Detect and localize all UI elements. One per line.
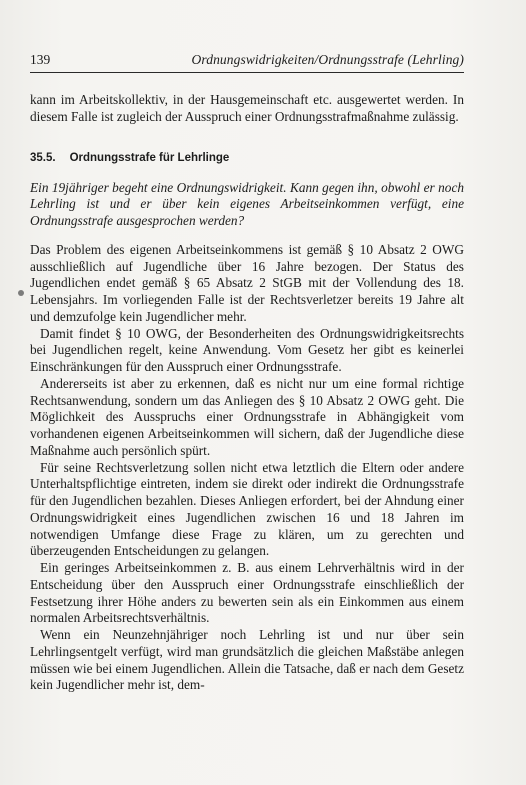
section-title: Ordnungsstrafe für Lehrlinge (69, 151, 230, 164)
page-number: 139 (30, 52, 51, 67)
page-header (30, 51, 464, 69)
header-rule (30, 72, 464, 73)
paragraph: Das Problem des eigenen Arbeitseinkommens ist gemäß § 10 Absatz 2 OWG ausschließlich auf Jugendliche über 16 Jahre bezogen. Der Status des Jugendlichen endet gemäß § 65 Absatz 2 StGB mit der Vollendung des 18. Lebensjahrs. Im vorliegenden Falle ist der Rechtsverletzer bereits 19 Jahre alt und demzufolge kein Jugendlicher mehr. (30, 241, 464, 324)
question-paragraph: Ein 19jähriger begeht eine Ordnungswidrigkeit. Kann gegen ihn, obwohl er noch Lehrling ist und er über kein eigenes Arbeitseinkommen verfügt, eine Ordnungsstrafe ausgesprochen werden? (30, 179, 464, 228)
paragraph: Damit findet § 10 OWG, der Besonderheiten des Ordnungswidrigkeitsrechts bei Jugendlichen regelt, keine Anwendung. Vom Gesetz her gibt es keinerlei Einschränkungen für den Ausspruch einer Ordnungsstrafe. (30, 325, 464, 374)
continuation-paragraph: kann im Arbeitskollektiv, in der Hausgemeinschaft etc. ausgewertet werden. In diesem Falle ist zugleich der Ausspruch einer Ordnungsstrafmaßnahme zulässig. (30, 92, 464, 124)
page-body (30, 92, 464, 694)
paragraph: Für seine Rechtsverletzung sollen nicht etwa letztlich die Eltern oder andere Unterhaltspflichtige eintreten, indem sie direkt oder indirekt die Ordnungsstrafe für den Jugendlichen bezahlen. Dieses Anliegen erfordert, bei der Ahndung einer Ordnungswidrigkeit eines Jugendlichen zwischen 16 und 18 Jahren im notwendigen Umfange diese Frage zu klären, um zu gerechten und überzeugenden Entscheidungen zu gelangen. (30, 459, 464, 559)
paragraph: Wenn ein Neunzehnjähriger noch Lehrling ist und nur über sein Lehrlingsentgelt verfügt, wird man grundsätzlich die gleichen Maßstäbe anlegen müssen wie bei einem Jugendlichen. Allein die Tatsache, daß er nach dem Gesetz kein Jugendlicher mehr ist, dem- (30, 627, 464, 693)
section-number: 35.5. (30, 151, 56, 164)
paragraph: Ein geringes Arbeitseinkommen z. B. aus einem Lehrverhältnis wird in der Entscheidung über den Ausspruch einer Ordnungsstrafe einschließlich der Festsetzung ihrer Höhe anders zu bewerten sein als ein Einkommen aus einem normalen Arbeitsrechtsverhältnis. (30, 560, 464, 626)
paragraph: Andererseits ist aber zu erkennen, daß es nicht nur um eine formal richtige Rechtsanwendung, sondern um das Anliegen des § 10 Absatz 2 OWG geht. Die Möglichkeit des Ausspruchs einer Ordnungsstrafe in Abhängigkeit vom vorhandenen eigenen Arbeitseinkommen will sichern, daß der Jugendliche diese Maßnahme auch persönlich spürt. (30, 375, 464, 458)
section-heading (30, 150, 464, 166)
running-head: Ordnungswidrigkeiten/Ordnungsstrafe (Lehrling) (191, 52, 464, 67)
margin-mark (18, 290, 24, 296)
